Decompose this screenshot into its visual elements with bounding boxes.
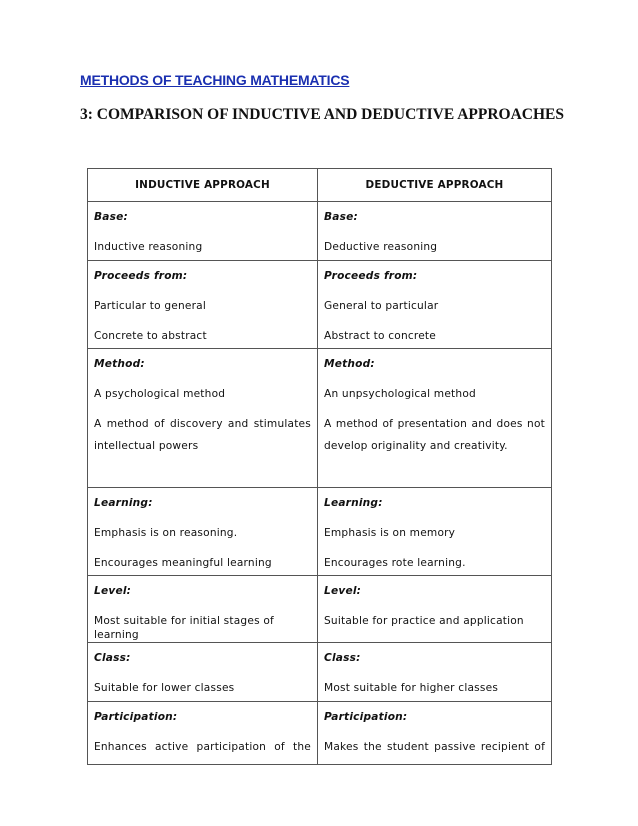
cell-deductive-learning	[318, 488, 552, 576]
cell-label: Participation:	[94, 711, 178, 723]
cell-label: Method:	[324, 358, 375, 370]
cell-text: An unpsychological method	[324, 388, 476, 400]
cell-inductive-method	[88, 349, 318, 488]
cell-label: Proceeds from:	[94, 270, 188, 282]
cell-inductive-class	[88, 643, 318, 702]
column-header-inductive: INDUCTIVE APPROACH	[88, 169, 318, 202]
cell-inductive-participation	[88, 702, 318, 765]
cell-label: Proceeds from:	[324, 270, 418, 282]
cell-deductive-level	[318, 576, 552, 643]
cell-text: Most suitable for higher classes	[324, 682, 499, 694]
cell-label: Level:	[324, 585, 362, 597]
cell-label: Method:	[94, 358, 145, 370]
cell-deductive-method	[318, 349, 552, 488]
document-title: METHODS OF TEACHING MATHEMATICS	[80, 72, 350, 88]
cell-text: Concrete to abstract	[94, 330, 207, 342]
cell-text: General to particular	[324, 300, 439, 312]
cell-inductive-learning	[88, 488, 318, 576]
column-header-deductive: DEDUCTIVE APPROACH	[318, 169, 552, 202]
cell-label: Participation:	[324, 711, 408, 723]
cell-text: Emphasis is on reasoning.	[94, 527, 238, 539]
cell-label: Level:	[94, 585, 132, 597]
table-header-row	[88, 169, 552, 202]
cell-label: Base:	[94, 211, 128, 223]
cell-inductive-level	[88, 576, 318, 643]
table-row	[88, 488, 552, 576]
table-row	[88, 349, 552, 488]
cell-text: Encourages rote learning.	[324, 557, 466, 569]
cell-label: Learning:	[324, 497, 383, 509]
cell-text: Emphasis is on memory	[324, 527, 456, 539]
table-row	[88, 202, 552, 261]
cell-deductive-class	[318, 643, 552, 702]
cell-label: Class:	[94, 652, 131, 664]
cell-text: Particular to general	[94, 300, 207, 312]
cell-text: A method of presentation and does not develop originality and creativity.	[324, 418, 545, 452]
cell-text: Deductive reasoning	[324, 241, 438, 253]
section-heading: 3: COMPARISON OF INDUCTIVE AND DEDUCTIVE APPROACHES	[80, 106, 564, 123]
comparison-table	[87, 168, 552, 765]
cell-label: Base:	[324, 211, 358, 223]
cell-text: Encourages meaningful learning	[94, 557, 272, 569]
cell-text: Inductive reasoning	[94, 241, 203, 253]
cell-text: A method of discovery and stimulates intellectual powers	[94, 418, 311, 452]
cell-inductive-proceeds	[88, 261, 318, 349]
cell-text: Most suitable for initial stages of learning	[94, 615, 274, 641]
cell-deductive-base	[318, 202, 552, 261]
cell-deductive-proceeds	[318, 261, 552, 349]
cell-text: Makes the student passive recipient of	[324, 741, 545, 753]
cell-deductive-participation	[318, 702, 552, 765]
cell-label: Learning:	[94, 497, 153, 509]
cell-label: Class:	[324, 652, 361, 664]
cell-text: Enhances active participation of the	[94, 741, 311, 753]
cell-text: A psychological method	[94, 388, 226, 400]
table-row	[88, 261, 552, 349]
cell-text: Abstract to concrete	[324, 330, 436, 342]
cell-inductive-base	[88, 202, 318, 261]
table-row	[88, 643, 552, 702]
cell-text: Suitable for practice and application	[324, 615, 524, 627]
table-row	[88, 702, 552, 765]
cell-text: Suitable for lower classes	[94, 682, 235, 694]
table-row	[88, 576, 552, 643]
